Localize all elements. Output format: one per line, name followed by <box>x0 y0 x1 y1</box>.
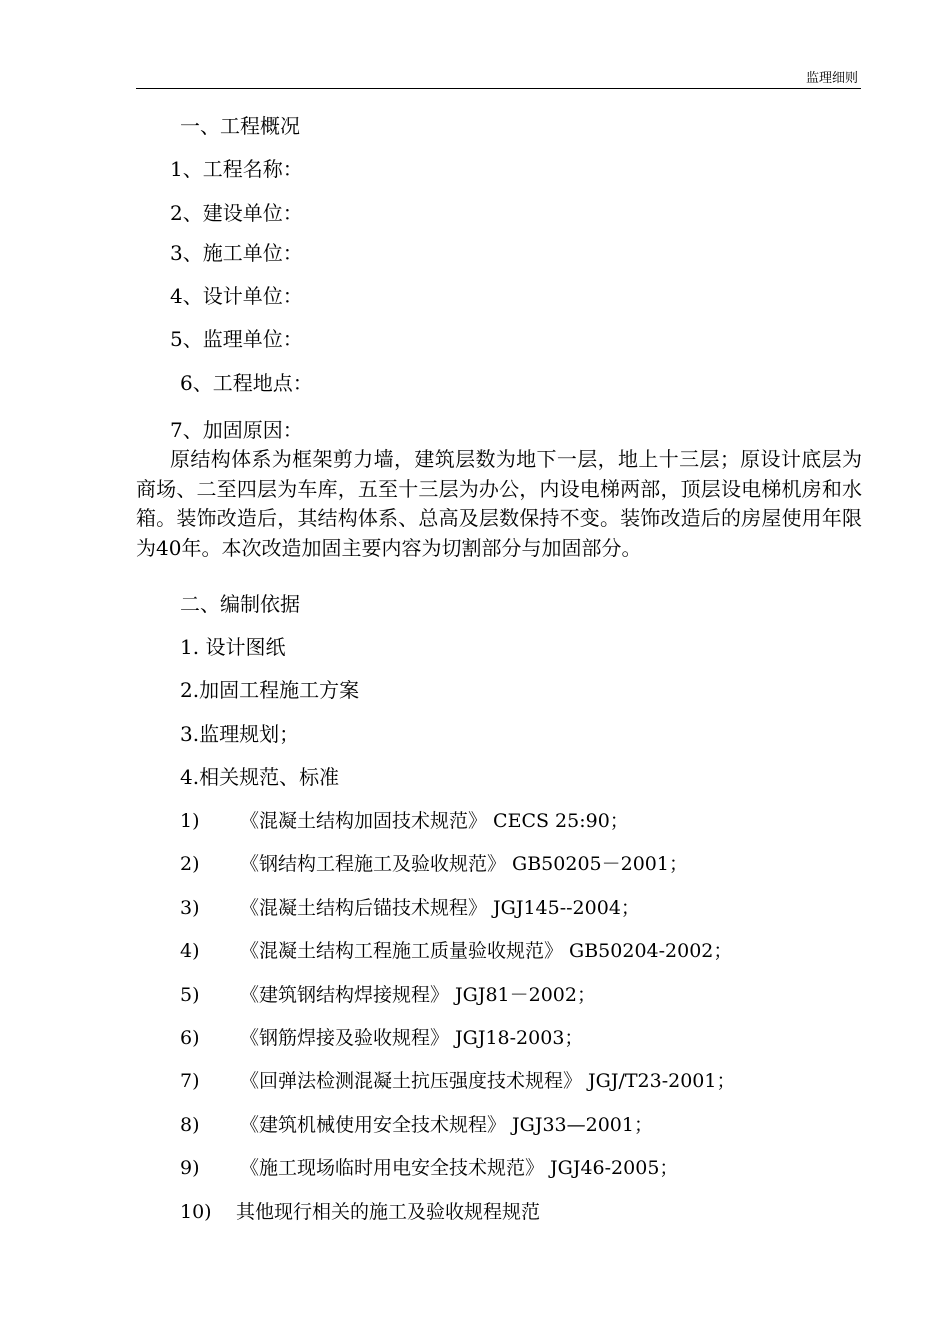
reference-number: 3) <box>180 897 200 919</box>
reference-text: 《混凝土结构工程施工质量验收规范》 GB50204-2002； <box>240 940 733 962</box>
header-rule <box>136 88 861 89</box>
designer-label: 4、设计单位： <box>170 284 303 308</box>
reference-item <box>180 1112 653 1138</box>
basis-item-3: 3.监理规划； <box>180 722 300 746</box>
reference-number: 1) <box>180 810 200 832</box>
reference-item <box>180 1155 678 1181</box>
reference-text: 《混凝土结构后锚技术规程》 JGJ145--2004； <box>240 897 640 919</box>
reference-number: 6) <box>180 1027 200 1049</box>
owner-label: 2、建设单位： <box>170 201 303 225</box>
basis-item-2: 2.加固工程施工方案 <box>180 678 360 702</box>
reference-text: 《混凝土结构加固技术规范》 CECS 25:90； <box>240 810 629 832</box>
reference-item <box>180 895 640 921</box>
contractor-label: 3、施工单位： <box>170 241 303 265</box>
section1-title: 一、工程概况 <box>180 114 300 138</box>
reference-text: 《钢筋焊接及验收规程》 JGJ18-2003； <box>240 1027 584 1049</box>
reference-text: 其他现行相关的施工及验收规程规范 <box>236 1201 541 1223</box>
page-header-title: 监理细则 <box>805 71 858 86</box>
section2-title: 二、编制依据 <box>180 592 300 616</box>
location-label: 6、工程地点： <box>180 371 313 395</box>
reference-text: 《建筑机械使用安全技术规程》 JGJ33—2001； <box>240 1114 653 1136</box>
reference-number: 4) <box>180 940 200 962</box>
reference-item <box>180 808 629 834</box>
reference-number: 8) <box>180 1114 200 1136</box>
reference-number: 7) <box>180 1070 200 1092</box>
reference-number: 10) <box>180 1201 212 1223</box>
reference-text: 《钢结构工程施工及验收规范》 GB50205－2001； <box>240 853 688 875</box>
reference-number: 5) <box>180 984 200 1006</box>
reference-item <box>180 982 596 1008</box>
reference-number: 2) <box>180 853 200 875</box>
reference-text: 《施工现场临时用电安全技术规范》 JGJ46-2005； <box>240 1157 679 1179</box>
reference-number: 9) <box>180 1157 200 1179</box>
reference-item <box>180 938 732 964</box>
reinforcement-reason-paragraph: 原结构体系为框架剪力墙，建筑层数为地下一层，地上十三层；原设计底层为商场、二至四层为车库，五至十三层为办公，内设电梯两部，顶层设电梯机房和水箱。装饰改造后，其结构体系、总高及层数保持不变。装饰改造后的房屋使用年限为40年。本次改造加固主要内容为切割部分与加固部分。 <box>136 447 862 560</box>
supervisor-label: 5、监理单位： <box>170 327 303 351</box>
reference-item <box>180 1025 583 1051</box>
reference-item <box>180 1199 540 1225</box>
reference-text: 《回弹法检测混凝土抗压强度技术规程》 JGJ/T23-2001； <box>240 1070 736 1092</box>
reinforcement-reason-label: 7、加固原因： <box>170 418 303 442</box>
reference-item <box>180 851 688 877</box>
reference-text: 《建筑钢结构焊接规程》 JGJ81－2002； <box>240 984 596 1006</box>
reference-item <box>180 1068 735 1094</box>
basis-item-1: 1. 设计图纸 <box>180 635 286 659</box>
basis-item-4: 4.相关规范、标准 <box>180 765 340 789</box>
project-name-label: 1、工程名称： <box>170 157 303 181</box>
